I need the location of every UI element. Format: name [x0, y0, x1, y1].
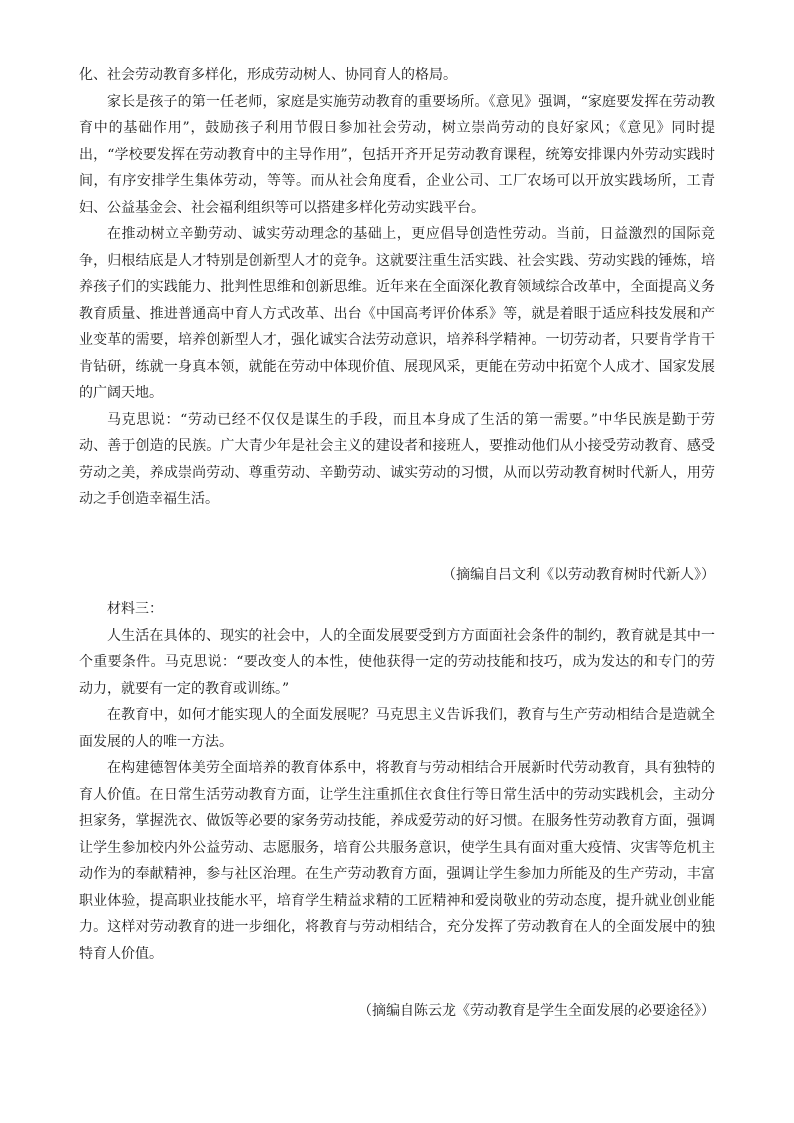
paragraph-1: 家长是孩子的第一任老师，家庭是实施劳动教育的重要场所。《意见》强调，“家庭要发挥在劳动教育中的基础作用”，鼓励孩子利用节假日参加社会劳动，树立崇尚劳动的良好家风；《意见》同时提出，“学校要发挥在劳动教育中的主导作用”，包括开齐开足劳动教育课程，统筹安排课内外劳动实践时间，有序安排学生集体劳动，等等。而从社会角度看，企业公司、工厂农场可以开放实践场所，工青妇、公益基金会、社会福利组织等可以搭建多样化劳动实践平台。	[79, 93, 715, 216]
paragraph-4: 人生活在具体的、现实的社会中，人的全面发展要受到方方面面社会条件的制约，教育就是其中一个重要条件。马克思说：“要改变人的本性，使他获得一定的劳动技能和技巧，成为发达的和专门的劳动力，就要有一定的教育或训练。”	[79, 627, 715, 697]
paragraph-0: 化、社会劳动教育多样化，形成劳动树人、协同育人的格局。	[79, 67, 457, 83]
source-citation-1: （摘编自吕文利《以劳动教育树时代新人》）	[442, 567, 715, 583]
paragraph-5: 在教育中，如何才能实现人的全面发展呢？马克思主义告诉我们，教育与生产劳动相结合是造就全面发展的人的唯一方法。	[79, 707, 715, 750]
paragraph-2: 在推动树立辛勤劳动、诚实劳动理念的基础上，更应倡导创造性劳动。当前，日益激烈的国际竞争，归根结底是人才特别是创新型人才的竞争。这就要注重生活实践、社会实践、劳动实践的锤炼，培养孩子们的实践能力、批判性思维和创新思维。近年来在全面深化教育领域综合改革中，全面提高义务教育质量、推进普通高中育人方式改革、出台《中国高考评价体系》等，就是着眼于适应科技发展和产业变革的需要，培养创新型人才，强化诚实合法劳动意识，培养科学精神。一切劳动者，只要肯学肯干肯钻研，练就一身真本领，就能在劳动中体现价值、展现风采，更能在劳动中拓宽个人成才、国家发展的广阔天地。	[79, 226, 715, 401]
source-citation-2: （摘编自陈云龙《劳动教育是学生全面发展的必要途径》）	[358, 1003, 715, 1019]
article-continuation	[79, 62, 715, 513]
paragraph-6: 在构建德智体美劳全面培养的教育体系中，将教育与劳动相结合开展新时代劳动教育，具有独特的育人价值。在日常生活劳动教育方面，让学生注重抓住衣食住行等日常生活中的劳动实践机会，主动分担家务，掌握洗衣、做饭等必要的家务劳动技能，养成爱劳动的好习惯。在服务性劳动教育方面，强调让学生参加校内外公益劳动、志愿服务，培育公共服务意识，使学生具有面对重大疫情、灾害等危机主动作为的奉献精神，参与社区治理。在生产劳动教育方面，强调让学生参加力所能及的生产劳动，丰富职业体验，提高职业技能水平，培育学生精益求精的工匠精神和爱岗敬业的劳动态度，提升就业创业能力。这样对劳动教育的进一步细化，将教育与劳动相结合，充分发挥了劳动教育在人的全面发展中的独特育人价值。	[79, 760, 715, 962]
material-three	[79, 596, 715, 967]
material-heading: 材料三：	[107, 601, 163, 617]
paragraph-3: 马克思说：“劳动已经不仅仅是谋生的手段，而且本身成了生活的第一需要。”中华民族是勤于劳动、善于创造的民族。广大青少年是社会主义的建设者和接班人，要推动他们从小接受劳动教育、感受劳动之美，养成崇尚劳动、尊重劳动、辛勤劳动、诚实劳动的习惯，从而以劳动教育树时代新人，用劳动之手创造幸福生活。	[79, 411, 715, 507]
